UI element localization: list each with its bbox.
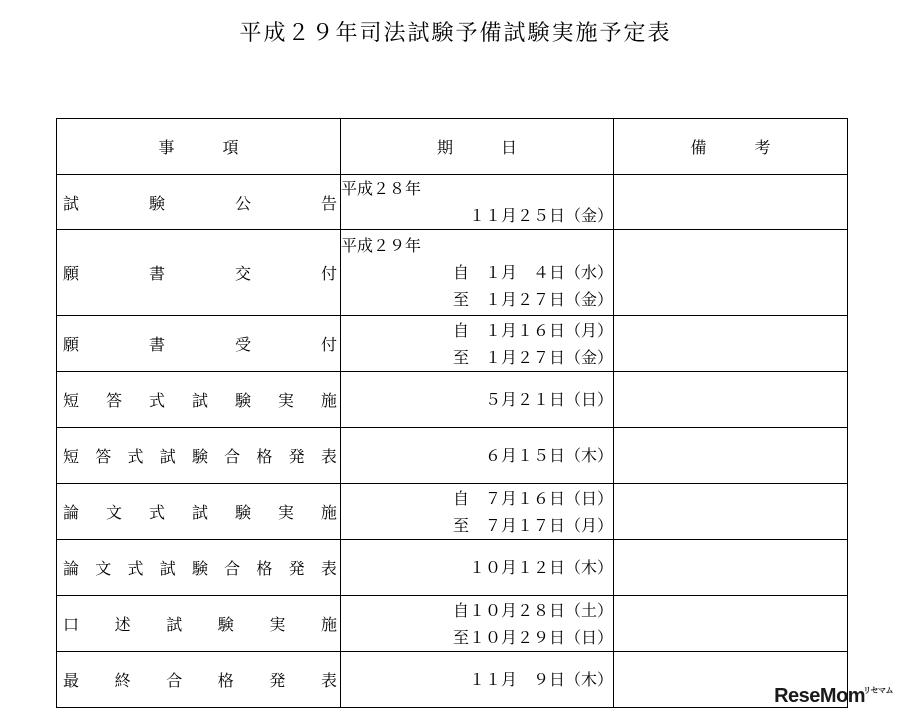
schedule-table bbox=[56, 118, 848, 708]
row-item-label: 願 書 受 付 bbox=[63, 335, 337, 354]
row-item-label: 最 終 合 格 発 表 bbox=[63, 671, 337, 690]
row-note-cell bbox=[614, 596, 848, 652]
header-date: 期 日 bbox=[341, 119, 614, 175]
resemom-logo: ReseMom$^{リセマム}$ bbox=[774, 685, 893, 707]
row-item-cell bbox=[57, 652, 341, 708]
row-date-cell bbox=[341, 175, 614, 230]
date-line: ６月１５日（木） bbox=[484, 446, 613, 465]
date-line: 至 １月２７日（金） bbox=[452, 347, 613, 367]
date-line: １１月 ９日（木） bbox=[468, 670, 613, 689]
row-note-cell bbox=[614, 484, 848, 540]
date-line: １０月１２日（木） bbox=[468, 558, 613, 577]
row-note-cell bbox=[614, 175, 848, 230]
row-item-label: 論 文 式 試 験 実 施 bbox=[63, 503, 337, 522]
date-line: 平成２８年 bbox=[341, 179, 422, 198]
row-date-cell bbox=[341, 428, 614, 484]
page-title: 平成２９年司法試験予備試験実施予定表 bbox=[239, 21, 672, 46]
table-row bbox=[57, 540, 848, 596]
row-date-cell bbox=[341, 484, 614, 540]
row-item-cell bbox=[57, 175, 341, 230]
header-item: 事 項 bbox=[57, 119, 341, 175]
row-item-label: 試 験 公 告 bbox=[63, 193, 337, 213]
row-item-label: 短 答 式 試 験 実 施 bbox=[63, 391, 337, 410]
row-date-cell bbox=[341, 652, 614, 708]
date-line: 至１０月２９日（日） bbox=[452, 627, 613, 647]
row-item-cell bbox=[57, 372, 341, 428]
row-note-cell bbox=[614, 372, 848, 428]
row-date-cell bbox=[341, 540, 614, 596]
table-row bbox=[57, 596, 848, 652]
table-row bbox=[57, 316, 848, 372]
row-item-cell bbox=[57, 316, 341, 372]
date-line: 至 ７月１７日（月） bbox=[452, 515, 613, 535]
date-line: 自１０月２８日（土） bbox=[452, 600, 613, 620]
header-note: 備 考 bbox=[614, 119, 848, 175]
date-line: 自 ７月１６日（日） bbox=[452, 488, 613, 508]
row-date-cell bbox=[341, 316, 614, 372]
row-item-cell bbox=[57, 428, 341, 484]
row-item-cell bbox=[57, 540, 341, 596]
table-row bbox=[57, 428, 848, 484]
row-item-label: 論 文 式 試 験 合 格 発 表 bbox=[63, 559, 337, 578]
row-date-cell bbox=[341, 372, 614, 428]
row-date-cell bbox=[341, 596, 614, 652]
row-item-cell bbox=[57, 596, 341, 652]
table-row bbox=[57, 484, 848, 540]
table-row bbox=[57, 652, 848, 708]
date-line: 至 １月２７日（金） bbox=[452, 290, 613, 309]
row-item-label: 口 述 試 験 実 施 bbox=[63, 615, 337, 634]
date-line: 自 １月１６日（月） bbox=[452, 320, 613, 340]
table-header-row bbox=[57, 119, 848, 175]
row-note-cell bbox=[614, 540, 848, 596]
row-item-label: 願 書 交 付 bbox=[63, 264, 337, 283]
row-note-cell bbox=[614, 428, 848, 484]
row-date-cell bbox=[341, 230, 614, 316]
date-line: １１月２５日（金） bbox=[468, 206, 613, 225]
date-line: ５月２１日（日） bbox=[484, 390, 613, 409]
date-line: 自 １月 ４日（水） bbox=[452, 263, 613, 282]
row-item-cell bbox=[57, 484, 341, 540]
row-item-cell bbox=[57, 230, 341, 316]
row-item-label: 短 答 式 試 験 合 格 発 表 bbox=[63, 447, 337, 466]
row-note-cell bbox=[614, 316, 848, 372]
table-row bbox=[57, 175, 848, 230]
table-row bbox=[57, 230, 848, 316]
row-note-cell bbox=[614, 230, 848, 316]
date-line: 平成２９年 bbox=[341, 236, 422, 255]
table-row bbox=[57, 372, 848, 428]
